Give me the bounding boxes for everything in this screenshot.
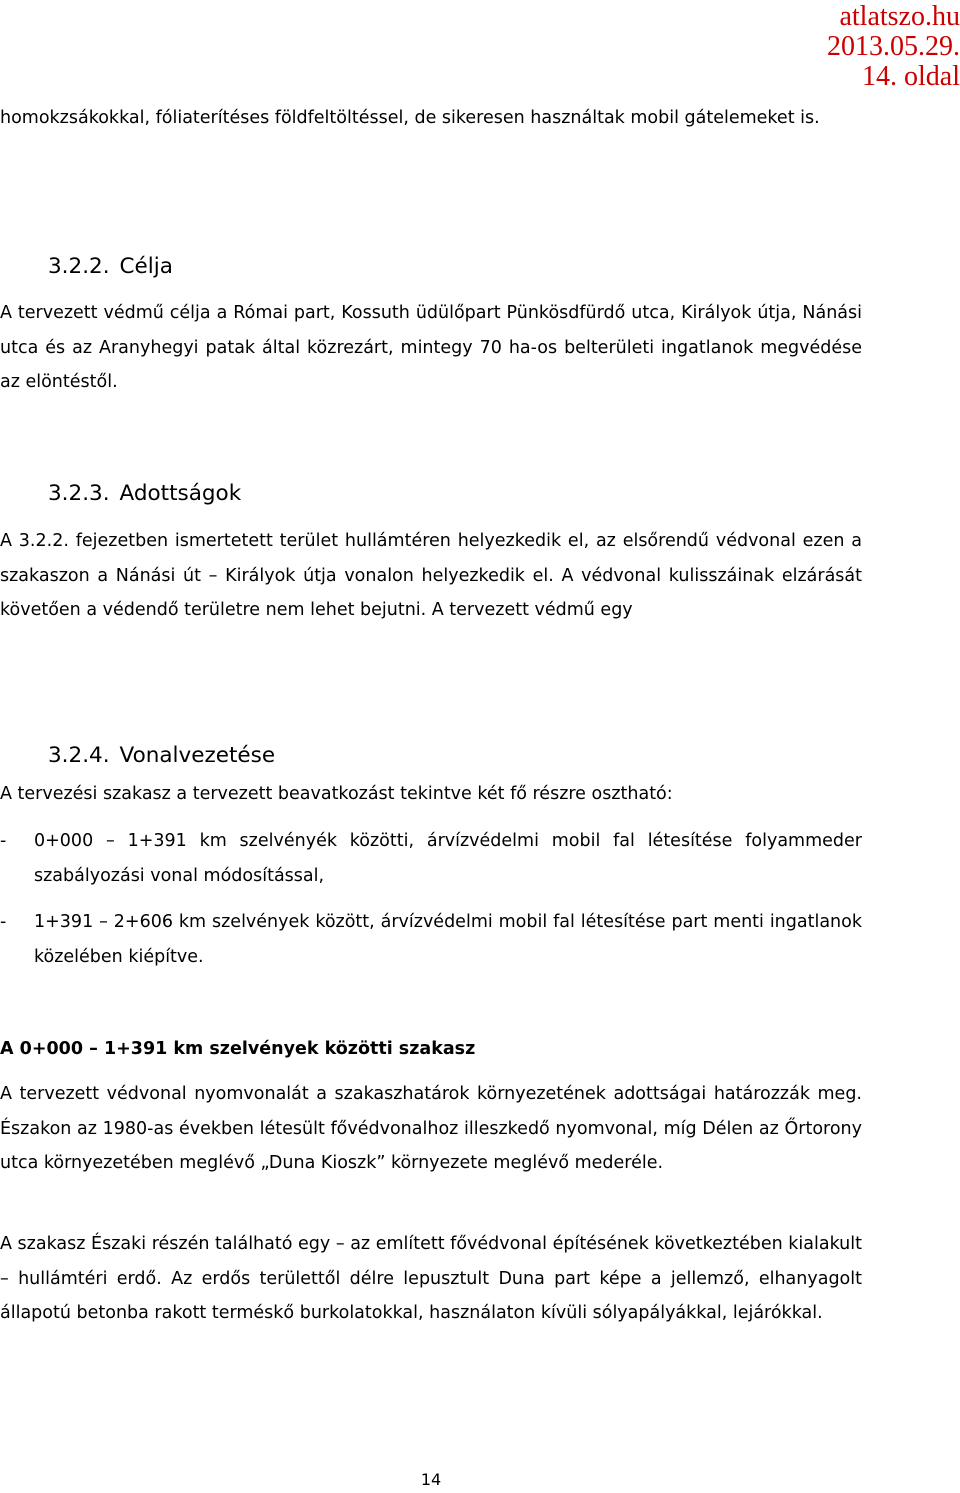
subsection-paragraph-1 [0,1077,862,1181]
paragraph-text: A 3.2.2. fejezetben ismertetett terület hullámtéren helyezkedik el, az elsőrendű védvonal ezen a szakaszon a Nánási út – Királyok útja vonalon helyezkedik el. A védvonal kulisszáinak elzárását követően a védendő területre nem lehet bejutni. A tervezett védmű egy [0,531,862,620]
list-item-text: 0+000 – 1+391 km szelvényék közötti, árvízvédelmi mobil fal létesítése folyammeder szabályozási vonal módosítással, [34,831,862,886]
stamp-date: 2013.05.29. [827,31,960,62]
section-heading-celja [48,252,173,282]
section-heading-vonalvezetese [48,741,275,771]
watermark-stamp [800,2,960,92]
list-item-text: 1+391 – 2+606 km szelvények között, árvízvédelmi mobil fal létesítése part menti ingatlanok közelében kiépítve. [34,912,862,967]
paragraph-text: A tervezett védvonal nyomvonalát a szakaszhatárok környezetének adottságai határozzák meg. Északon az 1980-as években létesült fővédvonalhoz illeszkedő nyomvonal, míg Délen az Őrtorony utca környezetében meglévő „Duna Kioszk” környezete meglévő mederéle. [0,1084,862,1173]
section-paragraph-vonalvezetese [0,777,862,812]
bullet-dash: - [0,831,7,851]
section-title: Célja [119,254,173,279]
intro-paragraph [0,101,862,136]
stamp-page: 14. oldal [862,61,960,92]
section-number: 3.2.3. [48,481,110,506]
paragraph-text: A szakasz Északi részén található egy – az említett fővédvonal építésének következtében kialakult – hullámtéri erdő. Az erdős területtől délre lepusztult Duna part képe a jellemző, elhanyagolt állapotú betonba rakott terméskő burkolatokkal, használaton kívüli sólyapályákkal, lejárókkal. [0,1234,862,1323]
subsection-paragraph-2 [0,1227,862,1331]
section-title: Adottságok [119,481,242,506]
paragraph-text: A tervezési szakasz a tervezett beavatkozást tekintve két fő részre osztható: [0,784,673,804]
bullet-dash: - [0,912,7,932]
paragraph-text: A tervezett védmű célja a Római part, Kossuth üdülőpart Pünkösdfürdő utca, Királyok útja, Nánási utca és az Aranyhegyi patak által közrezárt, mintegy 70 ha-os belterületi ingatlanok megvédése az elöntéstől. [0,303,862,392]
section-paragraph-celja [0,296,862,400]
page-number: 14 [420,1470,442,1489]
stamp-site: atlatszo.hu [839,1,960,32]
subsection-title: A 0+000 – 1+391 km szelvények közötti szakasz [0,1039,476,1059]
section-heading-adottsagok [48,479,241,509]
list-item [0,824,862,893]
section-number: 3.2.4. [48,743,110,768]
section-number: 3.2.2. [48,254,110,279]
intro-text: homokzsákokkal, fóliaterítéses földfeltöltéssel, de sikeresen használtak mobil gátelemeket is. [0,108,820,128]
section-paragraph-adottsagok [0,524,862,628]
list-item [0,905,862,974]
subsection-heading [0,1032,862,1067]
section-title: Vonalvezetése [119,743,276,768]
